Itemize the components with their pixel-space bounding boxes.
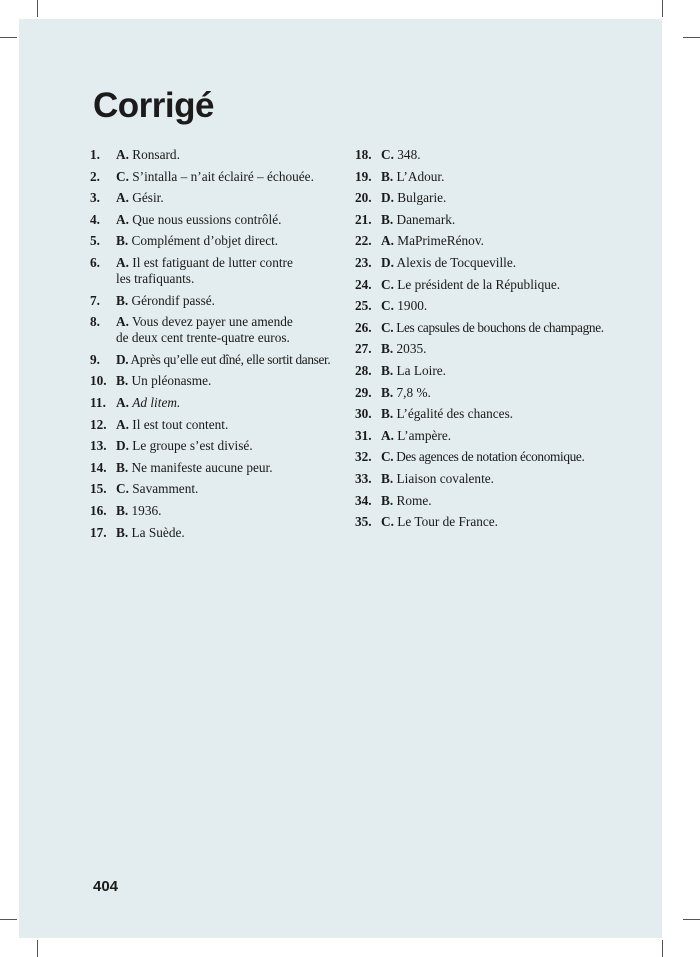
answer-body [116, 525, 352, 541]
answer-letter: A. [116, 416, 129, 432]
answer-number: 17. [90, 524, 107, 540]
answer-text: 1900. [397, 298, 428, 314]
answer-letter: C. [381, 449, 394, 465]
answer-text: Ne manifeste aucune peur. [131, 459, 273, 475]
answer-number: 23. [355, 254, 372, 270]
answer-body [116, 417, 352, 433]
answer-letter: B. [116, 292, 129, 308]
answer-letter: A. [116, 394, 129, 410]
answer-number: 1. [90, 147, 100, 162]
answer-body [116, 352, 352, 368]
answer-item [355, 233, 640, 249]
answer-text: Que nous eussions contrôlé. [132, 211, 282, 227]
answer-letter: D. [116, 438, 129, 454]
answer-letter: D. [116, 351, 129, 367]
answer-body [381, 169, 640, 185]
answer-number: 35. [355, 514, 372, 530]
answer-number: 14. [90, 459, 107, 475]
answer-number: 5. [90, 233, 100, 249]
answer-item [90, 417, 352, 433]
answer-item [355, 190, 640, 206]
answer-letter: B. [116, 459, 129, 475]
answer-text: Vous devez payer une amende [132, 314, 293, 330]
answer-text: Gérondif passé. [131, 292, 215, 308]
answer-letter: B. [381, 384, 394, 400]
answer-text: La Suède. [131, 524, 185, 540]
answer-body [381, 449, 640, 465]
answer-item [355, 514, 640, 530]
answer-body [116, 395, 352, 411]
answer-body [381, 363, 640, 379]
answer-body [116, 169, 352, 185]
answer-number: 2. [90, 168, 100, 184]
crop-mark [662, 940, 663, 957]
answer-text: Bulgarie. [397, 190, 447, 206]
answer-number: 32. [355, 449, 372, 465]
answer-number: 16. [90, 502, 107, 518]
answer-letter: A. [381, 427, 394, 443]
answer-item [90, 169, 352, 185]
answer-item [355, 298, 640, 314]
answer-letter: C. [381, 319, 394, 335]
answer-body [381, 255, 640, 271]
answer-item [90, 233, 352, 249]
answer-body [116, 293, 352, 309]
answer-item [90, 460, 352, 476]
crop-mark [662, 0, 663, 17]
answer-letter: B. [381, 492, 394, 508]
answer-number: 27. [355, 341, 372, 357]
answer-text: Il est fatiguant de lutter contre [132, 254, 293, 270]
answer-number: 20. [355, 190, 372, 206]
answer-number: 21. [355, 211, 372, 227]
answer-letter: B. [116, 233, 129, 249]
answer-body [381, 190, 640, 206]
answer-number: 7. [90, 292, 100, 308]
answer-item [90, 503, 352, 519]
answer-item [355, 406, 640, 422]
answer-body [381, 147, 640, 163]
answer-item [355, 169, 640, 185]
answer-body [381, 341, 640, 357]
answer-text-continued: les trafiquants. [116, 270, 195, 286]
answer-text: Le groupe s’est divisé. [132, 438, 253, 454]
answer-body [116, 233, 352, 249]
answer-text: Le Tour de France. [397, 514, 498, 530]
answer-letter: B. [381, 341, 394, 357]
answer-number: 19. [355, 168, 372, 184]
answer-text: Des agences de notation économique. [396, 449, 585, 465]
answer-letter: D. [381, 254, 394, 270]
answer-letter: C. [381, 276, 394, 292]
answer-number: 13. [90, 438, 107, 454]
answer-body [381, 212, 640, 228]
answer-item [90, 293, 352, 309]
answer-number: 15. [90, 481, 107, 497]
answer-letter: B. [381, 406, 394, 422]
answer-text: L’Adour. [396, 168, 445, 184]
answer-letter: A. [116, 254, 129, 270]
answer-letter: B. [116, 502, 129, 518]
answers-column-right [355, 147, 640, 536]
answer-text: S’intalla – n’ait éclairé – échouée. [132, 168, 314, 184]
answer-letter: A. [116, 190, 129, 206]
answer-text: Gésir. [132, 190, 164, 206]
answer-text: Les capsules de bouchons de champagne. [396, 319, 604, 335]
answer-number: 8. [90, 314, 100, 330]
answer-body [381, 277, 640, 293]
answer-letter: B. [381, 470, 394, 486]
answer-text: Il est tout content. [132, 416, 229, 432]
answer-item [90, 190, 352, 206]
answer-item [90, 525, 352, 541]
answer-text-continued: de deux cent trente-quatre euros. [116, 330, 290, 346]
answer-item [90, 147, 352, 163]
answer-item [355, 277, 640, 293]
answer-item [355, 212, 640, 228]
answer-body [381, 385, 640, 401]
answer-number: 26. [355, 319, 372, 335]
crop-mark [37, 940, 38, 957]
answer-letter: B. [381, 211, 394, 227]
answer-body [116, 212, 352, 228]
answer-body [116, 481, 352, 497]
answer-text: Alexis de Tocqueville. [396, 254, 517, 270]
answer-letter: C. [381, 147, 394, 162]
crop-mark [37, 0, 38, 17]
answer-item [90, 212, 352, 228]
answer-body [381, 233, 640, 249]
answer-number: 10. [90, 373, 107, 389]
answer-text: Ronsard. [132, 147, 180, 162]
answer-item [355, 449, 640, 465]
answer-letter: C. [381, 514, 394, 530]
answer-item [90, 438, 352, 454]
answer-number: 18. [355, 147, 372, 162]
crop-mark [0, 919, 17, 920]
answer-item [355, 493, 640, 509]
answer-number: 29. [355, 384, 372, 400]
answer-item [90, 352, 352, 368]
crop-mark [0, 37, 17, 38]
answer-body [116, 438, 352, 454]
answer-text: Complément d’objet direct. [131, 233, 279, 249]
answer-text: 2035. [396, 341, 427, 357]
answer-item [355, 341, 640, 357]
answer-body [381, 406, 640, 422]
answer-body [116, 147, 352, 163]
answer-body [381, 471, 640, 487]
answer-text: 1936. [131, 502, 162, 518]
answer-text: Liaison covalente. [396, 470, 495, 486]
answer-body [381, 514, 640, 530]
answer-body [381, 320, 640, 336]
answer-body [116, 255, 352, 287]
answer-text: Savamment. [132, 481, 199, 497]
answer-letter: B. [381, 362, 394, 378]
answer-number: 22. [355, 233, 372, 249]
answer-text: Ad litem. [132, 394, 181, 410]
answer-text: Rome. [396, 492, 432, 508]
answer-number: 24. [355, 276, 372, 292]
answer-number: 6. [90, 254, 100, 270]
answer-body [381, 428, 640, 444]
answer-text: La Loire. [396, 362, 446, 378]
answer-letter: A. [116, 314, 129, 330]
answer-text: MaPrimeRénov. [397, 233, 484, 249]
answer-letter: A. [116, 147, 129, 162]
crop-mark [683, 37, 700, 38]
answer-letter: B. [116, 373, 129, 389]
answer-body [381, 298, 640, 314]
answer-number: 34. [355, 492, 372, 508]
page-number: 404 [93, 878, 119, 895]
answer-letter: C. [116, 168, 129, 184]
answer-item [355, 320, 640, 336]
answer-item [355, 428, 640, 444]
answer-number: 33. [355, 470, 372, 486]
answer-text: L’égalité des chances. [396, 406, 514, 422]
answer-item [90, 314, 352, 346]
answer-number: 11. [90, 394, 106, 410]
answer-letter: B. [381, 168, 394, 184]
answer-text: Danemark. [396, 211, 456, 227]
answer-body [116, 314, 352, 346]
answer-item [90, 255, 352, 287]
answer-number: 25. [355, 298, 372, 314]
answer-letter: D. [381, 190, 394, 206]
answer-number: 9. [90, 351, 100, 367]
answer-item [355, 363, 640, 379]
answer-text: 348. [397, 147, 421, 162]
answer-letter: A. [381, 233, 394, 249]
answer-number: 31. [355, 427, 372, 443]
page-title: Corrigé [93, 86, 214, 125]
answer-item [355, 385, 640, 401]
answer-number: 28. [355, 362, 372, 378]
answer-item [90, 481, 352, 497]
answer-body [116, 503, 352, 519]
answer-body [116, 460, 352, 476]
answer-text: Un pléonasme. [131, 373, 212, 389]
answer-letter: B. [116, 524, 129, 540]
answer-item [355, 147, 640, 163]
answer-body [116, 190, 352, 206]
answer-text: 7,8 %. [396, 384, 431, 400]
answer-item [355, 471, 640, 487]
answer-letter: C. [116, 481, 129, 497]
answers-column-left [90, 147, 352, 546]
crop-mark [683, 919, 700, 920]
answer-text: Après qu’elle eut dîné, elle sortit danser. [130, 351, 331, 367]
answer-number: 12. [90, 416, 107, 432]
answer-number: 30. [355, 406, 372, 422]
answer-number: 4. [90, 211, 100, 227]
answer-text: Le président de la République. [397, 276, 561, 292]
answer-letter: A. [116, 211, 129, 227]
answer-number: 3. [90, 190, 100, 206]
answer-letter: C. [381, 298, 394, 314]
answer-text: L’ampère. [397, 427, 452, 443]
answer-body [381, 493, 640, 509]
answer-item [90, 373, 352, 389]
answer-item [355, 255, 640, 271]
answer-item [90, 395, 352, 411]
answer-body [116, 373, 352, 389]
